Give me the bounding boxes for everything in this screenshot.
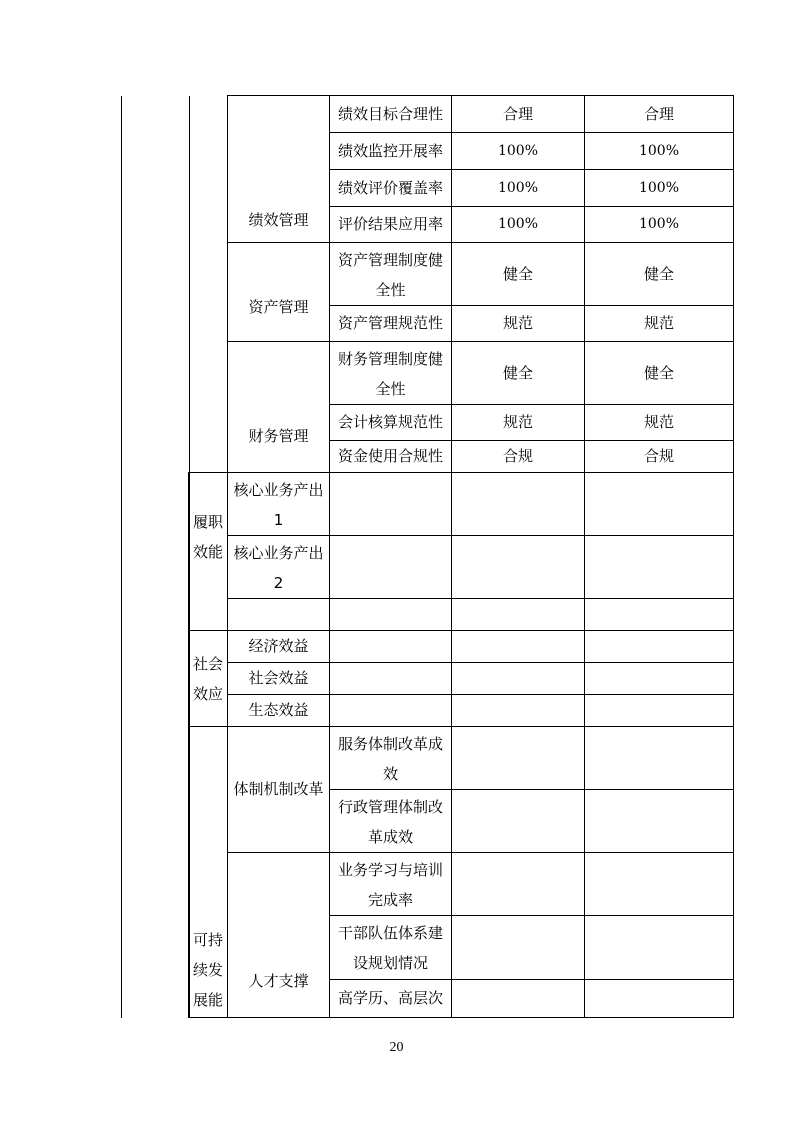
actual-cell: 规范	[584, 404, 734, 441]
target-cell: 健全	[451, 242, 585, 306]
indicator-cell	[329, 535, 452, 599]
group-performance-management: 绩效管理	[227, 95, 330, 243]
actual-cell	[584, 726, 734, 790]
actual-cell	[584, 662, 734, 695]
indicator-cell: 绩效目标合理性	[329, 95, 452, 133]
target-cell: 规范	[451, 404, 585, 441]
group-system-reform: 体制机制改革	[227, 726, 330, 853]
group-asset-management: 资产管理	[227, 242, 330, 342]
indicator-cell: 资产管理规范性	[329, 305, 452, 342]
indicator-cell: 会计核算规范性	[329, 404, 452, 441]
outer-left-border	[121, 96, 122, 1018]
actual-cell	[584, 472, 734, 536]
actual-cell: 合规	[584, 440, 734, 473]
target-cell: 100%	[451, 206, 585, 243]
target-cell: 规范	[451, 305, 585, 342]
actual-cell	[584, 852, 734, 916]
indicator-cell	[329, 694, 452, 727]
actual-cell: 健全	[584, 242, 734, 306]
target-cell	[451, 789, 585, 853]
target-cell	[451, 630, 585, 663]
group-duty-efficiency: 履职效能	[188, 472, 228, 631]
target-cell	[451, 852, 585, 916]
actual-cell: 健全	[584, 341, 734, 405]
target-cell	[451, 662, 585, 695]
indicator-cell	[329, 472, 452, 536]
actual-cell	[584, 789, 734, 853]
target-cell	[451, 979, 585, 1018]
indicator-cell: 干部队伍体系建设规划情况	[329, 915, 452, 980]
actual-cell: 规范	[584, 305, 734, 342]
actual-cell	[584, 630, 734, 663]
target-cell: 100%	[451, 169, 585, 207]
indicator-cell: 行政管理体制改革成效	[329, 789, 452, 853]
actual-cell	[584, 598, 734, 631]
indicator-cell: 高学历、高层次	[329, 979, 452, 1018]
target-cell: 合规	[451, 440, 585, 473]
indicator-cell: 绩效监控开展率	[329, 132, 452, 170]
indicator-cell: 社会效益	[227, 662, 330, 695]
target-cell: 合理	[451, 95, 585, 133]
indicator-cell: 资金使用合规性	[329, 440, 452, 473]
target-cell	[451, 915, 585, 980]
indicator-cell	[329, 630, 452, 663]
actual-cell	[584, 915, 734, 980]
indicator-cell: 业务学习与培训完成率	[329, 852, 452, 916]
group-social-effect: 社会效应	[188, 630, 228, 727]
target-cell	[451, 694, 585, 727]
actual-cell: 100%	[584, 206, 734, 243]
indicator-cell: 评价结果应用率	[329, 206, 452, 243]
indicator-cell: 经济效益	[227, 630, 330, 663]
indicator-cell: 绩效评价覆盖率	[329, 169, 452, 207]
actual-cell: 100%	[584, 132, 734, 170]
indicator-cell	[329, 662, 452, 695]
indicator-cell: 核心业务产出1	[227, 472, 330, 536]
actual-cell	[584, 979, 734, 1018]
group-finance-management: 财务管理	[227, 341, 330, 473]
actual-cell: 100%	[584, 169, 734, 207]
target-cell	[451, 726, 585, 790]
group-talent-support: 人才支撑	[227, 852, 330, 1018]
actual-cell	[584, 694, 734, 727]
group-sustainable-development: 可持续发展能	[188, 726, 228, 1018]
page-number: 20	[389, 1040, 404, 1055]
indicator-cell: 生态效益	[227, 694, 330, 727]
indicator-cell: 资产管理制度健全性	[329, 242, 452, 306]
target-cell	[451, 598, 585, 631]
indicator-cell	[227, 598, 330, 631]
target-cell	[451, 535, 585, 599]
target-cell	[451, 472, 585, 536]
actual-cell: 合理	[584, 95, 734, 133]
indicator-cell: 服务体制改革成效	[329, 726, 452, 790]
actual-cell	[584, 535, 734, 599]
indicator-cell: 财务管理制度健全性	[329, 341, 452, 405]
indicator-cell: 核心业务产出2	[227, 535, 330, 599]
indicator-cell	[329, 598, 452, 631]
target-cell: 100%	[451, 132, 585, 170]
target-cell: 健全	[451, 341, 585, 405]
